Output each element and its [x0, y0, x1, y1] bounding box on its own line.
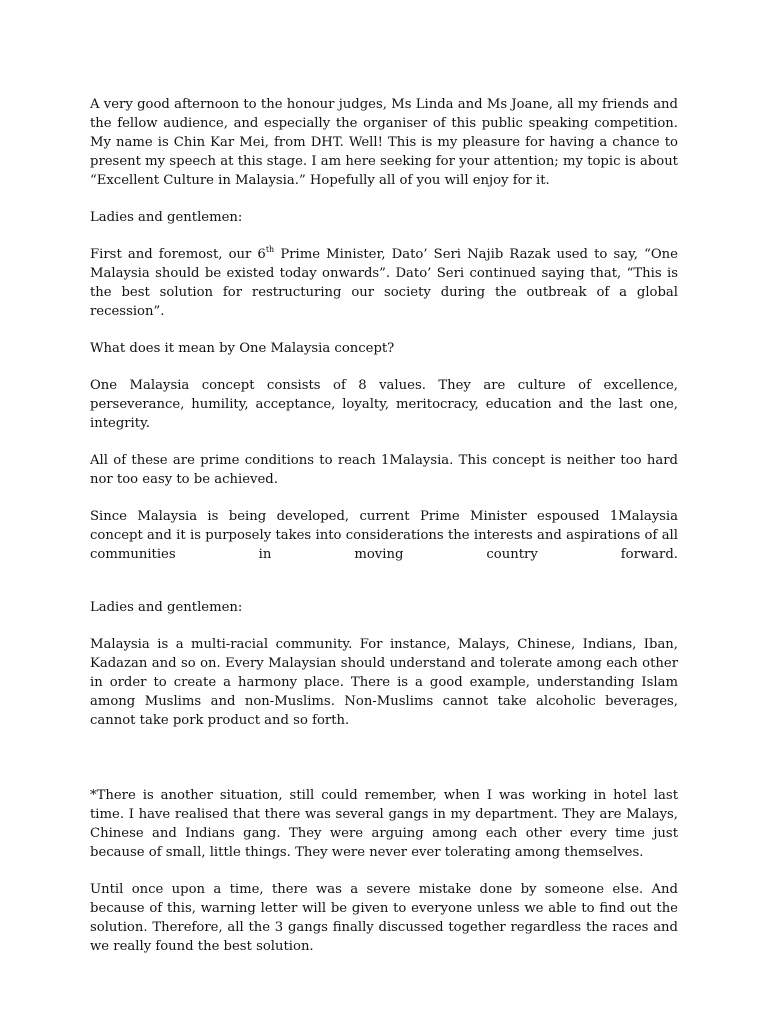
ordinal-superscript: th [265, 244, 275, 254]
paragraph-ladies-gentlemen-1: Ladies and gentlemen: [90, 210, 243, 225]
paragraph-values: One Malaysia concept consists of 8 values. They are culture of excellence, perseverance, humility, acceptance, loyalty, meritocracy, education and the last one, integrity. [90, 378, 678, 431]
paragraph-hotel-situation: *There is another situation, still could remember, when I was working in hotel last time. I have realised that there was several gangs in my department. They are Malays, Chinese and Indians gang. They were arguing among each other every time just because of small, little things. They were never ever tolerating among themselves. [90, 788, 678, 860]
paragraph-prime-conditions: All of these are prime conditions to reach 1Malaysia. This concept is neither too hard nor too easy to be achieved. [90, 453, 678, 487]
paragraph-solution: Until once upon a time, there was a severe mistake done by someone else. And because of this, warning letter will be given to everyone unless we able to find out the solution. Therefore, all the 3 gangs finally discussed together regardless the races and we really found the best solution. [90, 882, 678, 954]
paragraph-greeting: A very good afternoon to the honour judges, Ms Linda and Ms Joane, all my friends and the fellow audience, and especially the organiser of this public speaking competition. My name is Chin Kar Mei, from DHT. Well! This is my pleasure for having a chance to present my speech at this stage. I am here seeking for your attention; my topic is about “Excellent Culture in Malaysia.” Hopefully all of you will enjoy for it. [90, 97, 678, 188]
paragraph-ladies-gentlemen-2: Ladies and gentlemen: [90, 600, 243, 615]
vertical-spacer [90, 748, 678, 786]
paragraph-question: What does it mean by One Malaysia concept? [90, 341, 395, 356]
paragraph-concept-developed: Since Malaysia is being developed, current Prime Minister espoused 1Malaysia concept and it is purposely takes into considerations the interests and aspirations of all communities in moving country forward. [90, 509, 678, 562]
paragraph-prime-minister-start: First and foremost, our 6 [90, 247, 266, 262]
paragraph-prime-minister [90, 245, 678, 321]
paragraph-prime-minister-rest: Prime Minister, Dato’ Seri Najib Razak used to say, “One Malaysia should be existed today onwards”. Dato’ Seri continued saying that, “This is the best solution for restructuring our society during the outbreak of a global recession”. [90, 247, 678, 319]
paragraph-multiracial: Malaysia is a multi-racial community. For instance, Malays, Chinese, Indians, Iban, Kadazan and so on. Every Malaysian should understand and tolerate among each other in order to create a harmony place. There is a good example, understanding Islam among Muslims and non-Muslims. Non-Muslims cannot take alcoholic beverages, cannot take pork product and so forth. [90, 637, 678, 728]
document-page [90, 95, 678, 974]
